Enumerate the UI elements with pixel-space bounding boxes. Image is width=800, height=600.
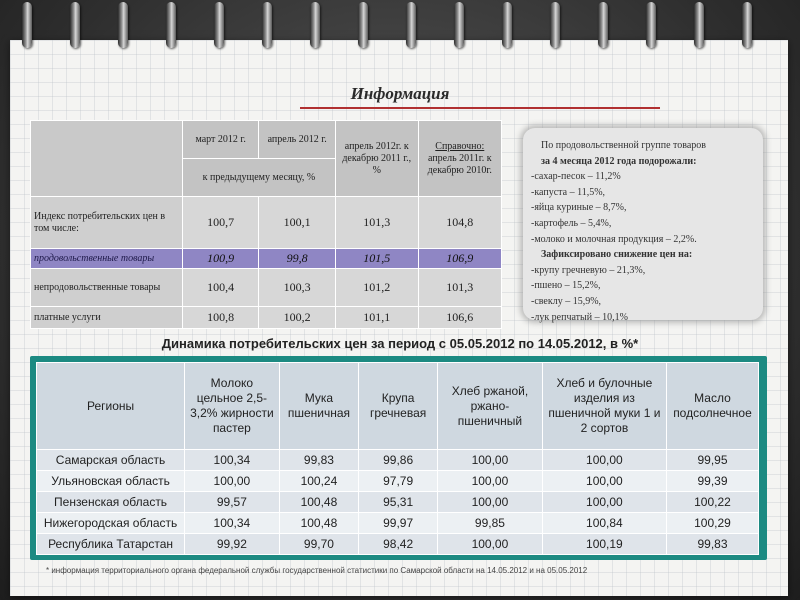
cell-value: 100,3 xyxy=(259,269,336,307)
cell-value: 99,8 xyxy=(259,249,336,269)
cell-value: 99,95 xyxy=(666,450,758,471)
cell-value: 106,6 xyxy=(418,307,501,329)
callout-line: Зафиксировано снижение цен на: xyxy=(541,249,693,261)
reference-text: апрель 2011г. к декабрю 2010г. xyxy=(427,152,492,176)
ring-icon xyxy=(70,2,80,48)
regional-table-frame xyxy=(30,356,767,560)
ring-icon xyxy=(214,2,224,48)
callout-line: По продовольственной группе товаров xyxy=(541,140,707,151)
header-march: март 2012 г. xyxy=(182,121,258,159)
callout-line: -крупу гречневую – 21,3%, xyxy=(531,264,646,276)
row-label: платные услуги xyxy=(31,307,183,329)
cell-value: 100,00 xyxy=(542,471,666,492)
cell-value: 99,85 xyxy=(438,513,543,534)
cell-value: 99,57 xyxy=(185,492,280,513)
cell-value: 95,31 xyxy=(359,492,438,513)
cell-value: 101,3 xyxy=(335,197,418,249)
footnote: * информация территориального органа федеральной службы государственной статистики по Самарской области на 14.05.2012 и на 05.05.2012 xyxy=(46,566,588,575)
callout-line: за 4 месяца 2012 года подорожали: xyxy=(541,155,697,167)
ring-icon xyxy=(406,2,416,48)
ring-icon xyxy=(166,2,176,48)
table-row xyxy=(31,249,502,269)
cell-value: 100,22 xyxy=(666,492,758,513)
callout-line: -яйца куриные – 8,7%, xyxy=(531,202,627,214)
ring-icon xyxy=(694,2,704,48)
column-header: Масло подсолнечное xyxy=(666,363,758,450)
table-row xyxy=(37,471,759,492)
callout-line: -свеклу – 15,9%, xyxy=(531,295,602,307)
spiral-binding xyxy=(22,0,782,58)
table-row xyxy=(31,197,502,249)
cell-value: 104,8 xyxy=(418,197,501,249)
cell-value: 100,00 xyxy=(438,471,543,492)
ring-icon xyxy=(598,2,608,48)
cell-value: 100,48 xyxy=(279,492,359,513)
regional-price-table xyxy=(36,362,759,555)
cell-value: 101,1 xyxy=(335,307,418,329)
region-name: Самарская область xyxy=(37,450,185,471)
table-row xyxy=(37,534,759,555)
region-name: Республика Татарстан xyxy=(37,534,185,555)
cell-value: 100,84 xyxy=(542,513,666,534)
ring-icon xyxy=(358,2,368,48)
header-april: апрель 2012 г. xyxy=(259,121,336,159)
cell-value: 100,4 xyxy=(182,269,258,307)
callout-line: -картофель – 5,4%, xyxy=(531,217,612,229)
cell-value: 99,92 xyxy=(185,534,280,555)
callout-line: -капуста – 11,5%, xyxy=(531,186,606,198)
cell-value: 106,9 xyxy=(418,249,501,269)
cell-value: 99,39 xyxy=(666,471,758,492)
callout-line: -молоко и молочная продукция – 2,2%. xyxy=(531,233,697,245)
price-changes-callout xyxy=(523,128,763,323)
table-row xyxy=(31,307,502,329)
cell-value: 100,29 xyxy=(666,513,758,534)
table-row xyxy=(31,269,502,307)
cell-value: 100,00 xyxy=(438,492,543,513)
row-label: продовольственные товары xyxy=(31,249,183,269)
column-header: Молоко цельное 2,5-3,2% жирности пастер xyxy=(185,363,280,450)
region-name: Нижегородская область xyxy=(37,513,185,534)
cell-value: 100,2 xyxy=(259,307,336,329)
table-row xyxy=(37,513,759,534)
table-header-row xyxy=(37,363,759,450)
cell-value: 100,00 xyxy=(438,534,543,555)
cell-value: 101,3 xyxy=(418,269,501,307)
header-april-to-december: апрель 2012г. к декабрю 2011 г., % xyxy=(335,121,418,197)
ring-icon xyxy=(742,2,752,48)
callout-line: -лук репчатый – 10,1% xyxy=(531,311,628,323)
cell-value: 100,48 xyxy=(279,513,359,534)
cell-value: 100,24 xyxy=(279,471,359,492)
region-name: Ульяновская область xyxy=(37,471,185,492)
cell-value: 101,5 xyxy=(335,249,418,269)
cell-value: 100,9 xyxy=(182,249,258,269)
callout-line: -пшено – 15,2%, xyxy=(531,280,601,292)
cell-value: 99,97 xyxy=(359,513,438,534)
column-header: Крупа гречневая xyxy=(359,363,438,450)
row-label: Индекс потребительских цен в том числе: xyxy=(31,197,183,249)
cell-value: 101,2 xyxy=(335,269,418,307)
cell-value: 100,00 xyxy=(542,450,666,471)
cell-value: 99,83 xyxy=(279,450,359,471)
column-header: Регионы xyxy=(37,363,185,450)
price-index-table xyxy=(30,120,502,329)
ring-icon xyxy=(262,2,272,48)
table-row xyxy=(37,450,759,471)
header-to-previous-month: к предыдущему месяцу, % xyxy=(182,159,335,197)
cell-value: 100,1 xyxy=(259,197,336,249)
cell-value: 98,42 xyxy=(359,534,438,555)
row-label: непродовольственные товары xyxy=(31,269,183,307)
ring-icon xyxy=(502,2,512,48)
header-blank-cell xyxy=(31,121,183,197)
table-row xyxy=(37,492,759,513)
cell-value: 100,00 xyxy=(185,471,280,492)
cell-value: 100,34 xyxy=(185,450,280,471)
cell-value: 100,00 xyxy=(438,450,543,471)
title-underline xyxy=(300,107,660,109)
section-subtitle: Динамика потребительских цен за период с 05.05.2012 по 14.05.2012, в %* xyxy=(161,336,639,351)
cell-value: 100,00 xyxy=(542,492,666,513)
column-header: Хлеб и булочные изделия из пшеничной муки 1 и 2 сортов xyxy=(542,363,666,450)
cell-value: 100,8 xyxy=(182,307,258,329)
ring-icon xyxy=(550,2,560,48)
ring-icon xyxy=(454,2,464,48)
header-reference xyxy=(418,121,501,197)
ring-icon xyxy=(118,2,128,48)
callout-line: -сахар-песок – 11,2% xyxy=(531,171,621,183)
region-name: Пензенская область xyxy=(37,492,185,513)
ring-icon xyxy=(310,2,320,48)
reference-label: Справочно: xyxy=(435,140,485,152)
column-header: Хлеб ржаной, ржано-пшеничный xyxy=(438,363,543,450)
page-title: Информация xyxy=(350,84,450,103)
cell-value: 99,70 xyxy=(279,534,359,555)
cell-value: 99,83 xyxy=(666,534,758,555)
column-header: Мука пшеничная xyxy=(279,363,359,450)
cell-value: 99,86 xyxy=(359,450,438,471)
ring-icon xyxy=(22,2,32,48)
cell-value: 100,7 xyxy=(182,197,258,249)
cell-value: 100,19 xyxy=(542,534,666,555)
cell-value: 97,79 xyxy=(359,471,438,492)
ring-icon xyxy=(646,2,656,48)
cell-value: 100,34 xyxy=(185,513,280,534)
